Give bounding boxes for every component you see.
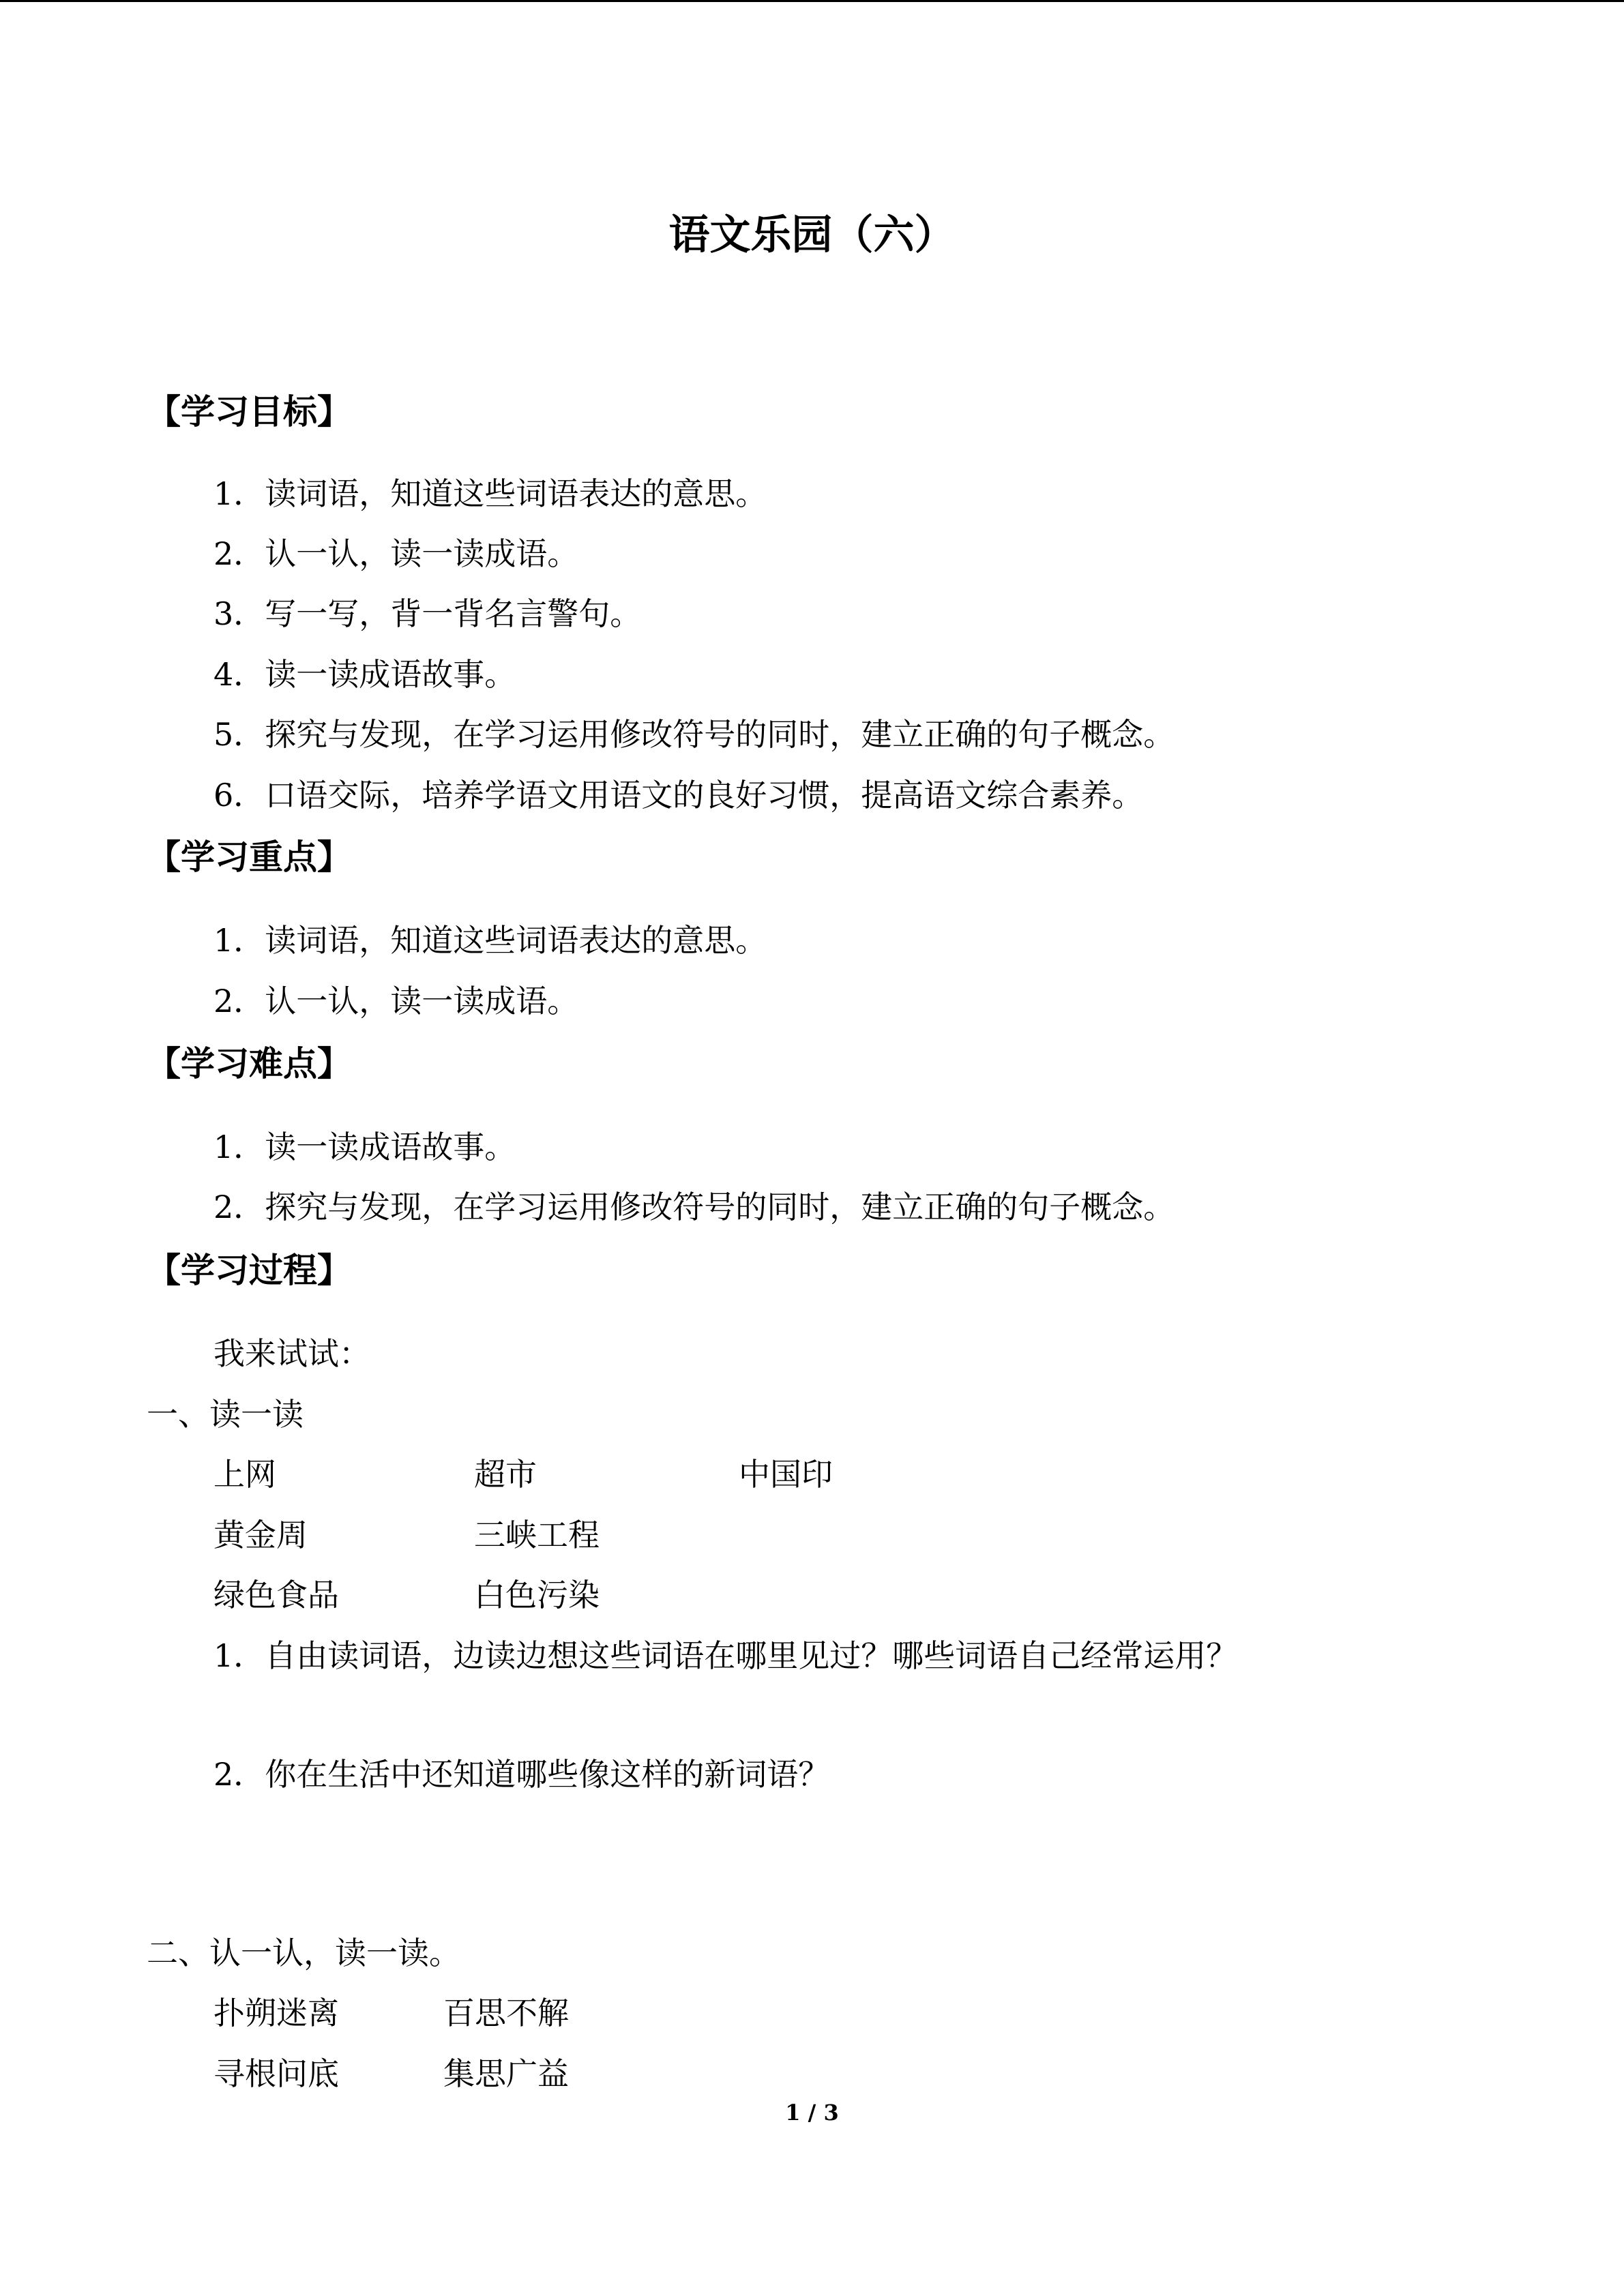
part-one-title: 一、读一读	[147, 1396, 304, 1433]
objective-item: 2．认一认，读一读成语。	[213, 535, 579, 572]
vocab-word: 中国印	[739, 1456, 833, 1493]
idiom-word: 寻根问底	[213, 2055, 339, 2092]
process-heading: 【学习过程】	[147, 1250, 351, 1290]
vocab-word: 黄金周	[213, 1517, 308, 1553]
difficulty-item: 2．探究与发现，在学习运用修改符号的同时，建立正确的句子概念。	[213, 1189, 1175, 1225]
vocab-word: 超市	[474, 1456, 537, 1493]
document-title: 语文乐园（六）	[668, 211, 956, 259]
difficulty-item: 1．读一读成语故事。	[213, 1129, 516, 1165]
idiom-word: 扑朔迷离	[213, 1995, 339, 2031]
idiom-word: 百思不解	[443, 1995, 569, 2031]
page-number: 1 / 3	[785, 2100, 839, 2126]
objective-item: 6．口语交际，培养学语文用语文的良好习惯，提高语文综合素养。	[213, 777, 1144, 814]
vocab-word: 上网	[213, 1456, 276, 1493]
key-point-item: 2．认一认，读一读成语。	[213, 983, 579, 1019]
key-points-heading: 【学习重点】	[147, 837, 351, 877]
objective-item: 4．读一读成语故事。	[213, 656, 516, 693]
difficulties-heading: 【学习难点】	[147, 1043, 351, 1084]
question-item: 2．你在生活中还知道哪些像这样的新词语？	[213, 1756, 830, 1793]
top-border-line	[0, 0, 1624, 2]
idiom-word: 集思广益	[443, 2055, 569, 2092]
vocab-word: 绿色食品	[213, 1577, 339, 1613]
question-item: 1．自由读词语，边读边想这些词语在哪里见过？哪些词语自己经常运用？	[213, 1637, 1238, 1674]
objective-item: 5．探究与发现，在学习运用修改符号的同时，建立正确的句子概念。	[213, 716, 1175, 753]
part-two-title: 二、认一认，读一读。	[147, 1935, 460, 1971]
vocab-word: 三峡工程	[474, 1517, 600, 1553]
objective-item: 3．写一写，背一背名言警句。	[213, 595, 642, 632]
vocab-word: 白色污染	[474, 1577, 600, 1613]
process-intro: 我来试试：	[213, 1335, 370, 1372]
key-point-item: 1．读词语，知道这些词语表达的意思。	[213, 922, 767, 959]
objectives-heading: 【学习目标】	[147, 391, 351, 432]
objective-item: 1．读词语，知道这些词语表达的意思。	[213, 475, 767, 512]
